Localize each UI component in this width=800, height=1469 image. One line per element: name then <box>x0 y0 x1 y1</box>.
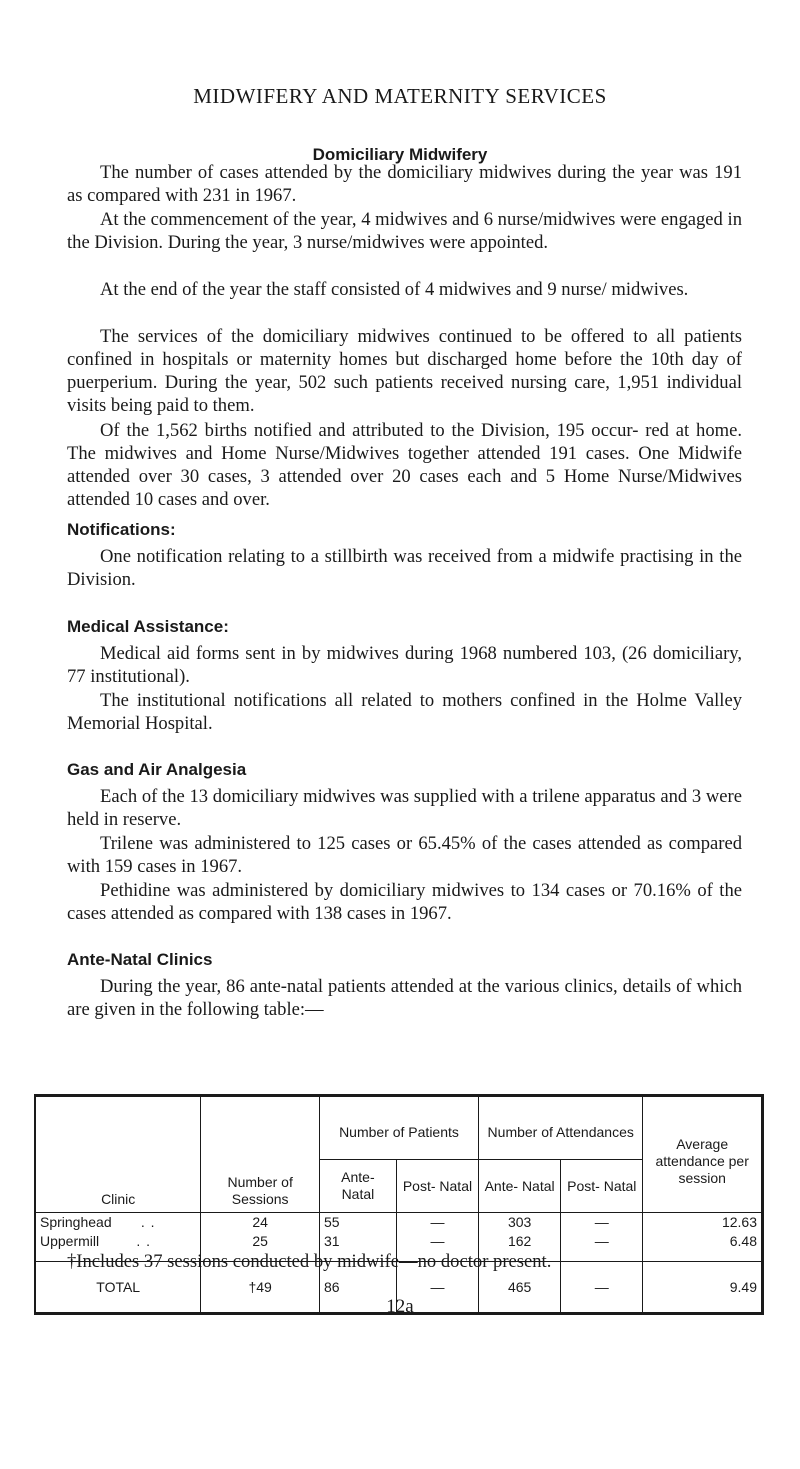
col-header-attendances-ante-natal: Ante- Natal <box>479 1160 561 1213</box>
cell-patients-post: — <box>396 1232 478 1251</box>
cell-sessions: 24 <box>201 1213 320 1233</box>
cell-attendances-ante: 162 <box>479 1232 561 1251</box>
col-header-patients: Number of Patients <box>319 1096 478 1160</box>
col-header-patients-ante-natal: Ante- Natal <box>319 1160 396 1213</box>
medical-assistance-paragraph: The institutional notifications all related to mothers confined in the Holme Valley Memorial Hospital. <box>67 690 742 734</box>
cell-average: 12.63 <box>643 1213 763 1233</box>
medical-assistance-paragraph: Medical aid forms sent in by midwives during 1968 numbered 103, (26 domiciliary, 77 institutional). <box>67 643 742 687</box>
gas-air-paragraph: Each of the 13 domiciliary midwives was supplied with a trilene apparatus and 3 were held in reserve. <box>67 786 742 830</box>
col-header-attendances-post-natal: Post- Natal <box>561 1160 643 1213</box>
cell-patients-ante: 55 <box>319 1213 396 1233</box>
cell-average: 6.48 <box>643 1232 763 1251</box>
antenatal-paragraph: During the year, 86 ante-natal patients attended at the various clinics, details of which are given in the following table:— <box>67 976 742 1020</box>
gas-air-paragraph: Pethidine was administered by domiciliary midwives to 134 cases or 70.16% of the cases attended as compared with 138 cases in 1967. <box>67 880 742 924</box>
cell-total-average: 9.49 <box>643 1262 763 1314</box>
cell-total-attendances-ante: 465 <box>479 1262 561 1314</box>
col-header-sessions: Number of Sessions <box>201 1096 320 1213</box>
gas-air-paragraph: Trilene was administered to 125 cases or 65.45% of the cases attended as compared with 159 cases in 1967. <box>67 833 742 877</box>
cell-sessions: 25 <box>201 1232 320 1251</box>
col-header-attendances: Number of Attendances <box>479 1096 643 1160</box>
intro-paragraph: The number of cases attended by the domiciliary midwives during the year was 191 as compared with 231 in 1967. <box>67 162 742 206</box>
page-number: 12a <box>386 1296 414 1317</box>
cell-total-patients-post: — <box>396 1262 478 1314</box>
intro-paragraph: Of the 1,562 births notified and attributed to the Division, 195 occur- red at home. The midwives and Home Nurse/Midwives together attended 191 cases. One Midwife attended over 30 cases, 3 attended over 20 cases each and 5 Home Nurse/Midwives attended 10 cases and over. <box>67 420 742 510</box>
col-header-average: Average attendance per session <box>643 1096 763 1213</box>
col-header-patients-post-natal: Post- Natal <box>396 1160 478 1213</box>
cell-patients-post: — <box>396 1213 478 1233</box>
intro-paragraph: At the commencement of the year, 4 midwives and 6 nurse/midwives were engaged in the Division. During the year, 3 nurse/midwives were appointed. <box>67 209 742 253</box>
table-row <box>35 1232 763 1251</box>
intro-paragraph: At the end of the year the staff consisted of 4 midwives and 9 nurse/ midwives. <box>100 279 689 300</box>
notifications-paragraph: One notification relating to a stillbirth was received from a midwife practising in the Division. <box>67 546 742 590</box>
antenatal-heading: Ante-Natal Clinics <box>67 950 213 969</box>
notifications-heading: Notifications: <box>67 520 176 539</box>
page-title: MIDWIFERY AND MATERNITY SERVICES <box>193 84 607 108</box>
section-title-domiciliary-midwifery: Domiciliary Midwifery <box>312 145 488 164</box>
table-row <box>35 1213 763 1233</box>
antenatal-clinics-table <box>34 1094 764 1315</box>
cell-clinic: Springhead . . <box>35 1213 201 1233</box>
cell-attendances-post: — <box>561 1232 643 1251</box>
cell-total-attendances-post: — <box>561 1262 643 1314</box>
cell-clinic: Uppermill . . <box>35 1232 201 1251</box>
cell-attendances-ante: 303 <box>479 1213 561 1233</box>
medical-assistance-heading: Medical Assistance: <box>67 617 229 636</box>
col-header-clinic: Clinic <box>35 1096 201 1213</box>
cell-total-label: TOTAL <box>35 1262 201 1314</box>
cell-attendances-post: — <box>561 1213 643 1233</box>
gas-air-heading: Gas and Air Analgesia <box>67 760 247 779</box>
cell-patients-ante: 31 <box>319 1232 396 1251</box>
cell-total-patients-ante: 86 <box>319 1262 396 1314</box>
table-footnote: †Includes 37 sessions conducted by midwife—no doctor present. <box>67 1251 552 1272</box>
intro-paragraph: The services of the domiciliary midwives continued to be offered to all patients confined in hospitals or maternity homes but discharged home before the 10th day of puerperium. During the year, 502 such patients received nursing care, 1,951 individual visits being paid to them. <box>67 326 742 416</box>
cell-total-sessions: †49 <box>201 1262 320 1314</box>
